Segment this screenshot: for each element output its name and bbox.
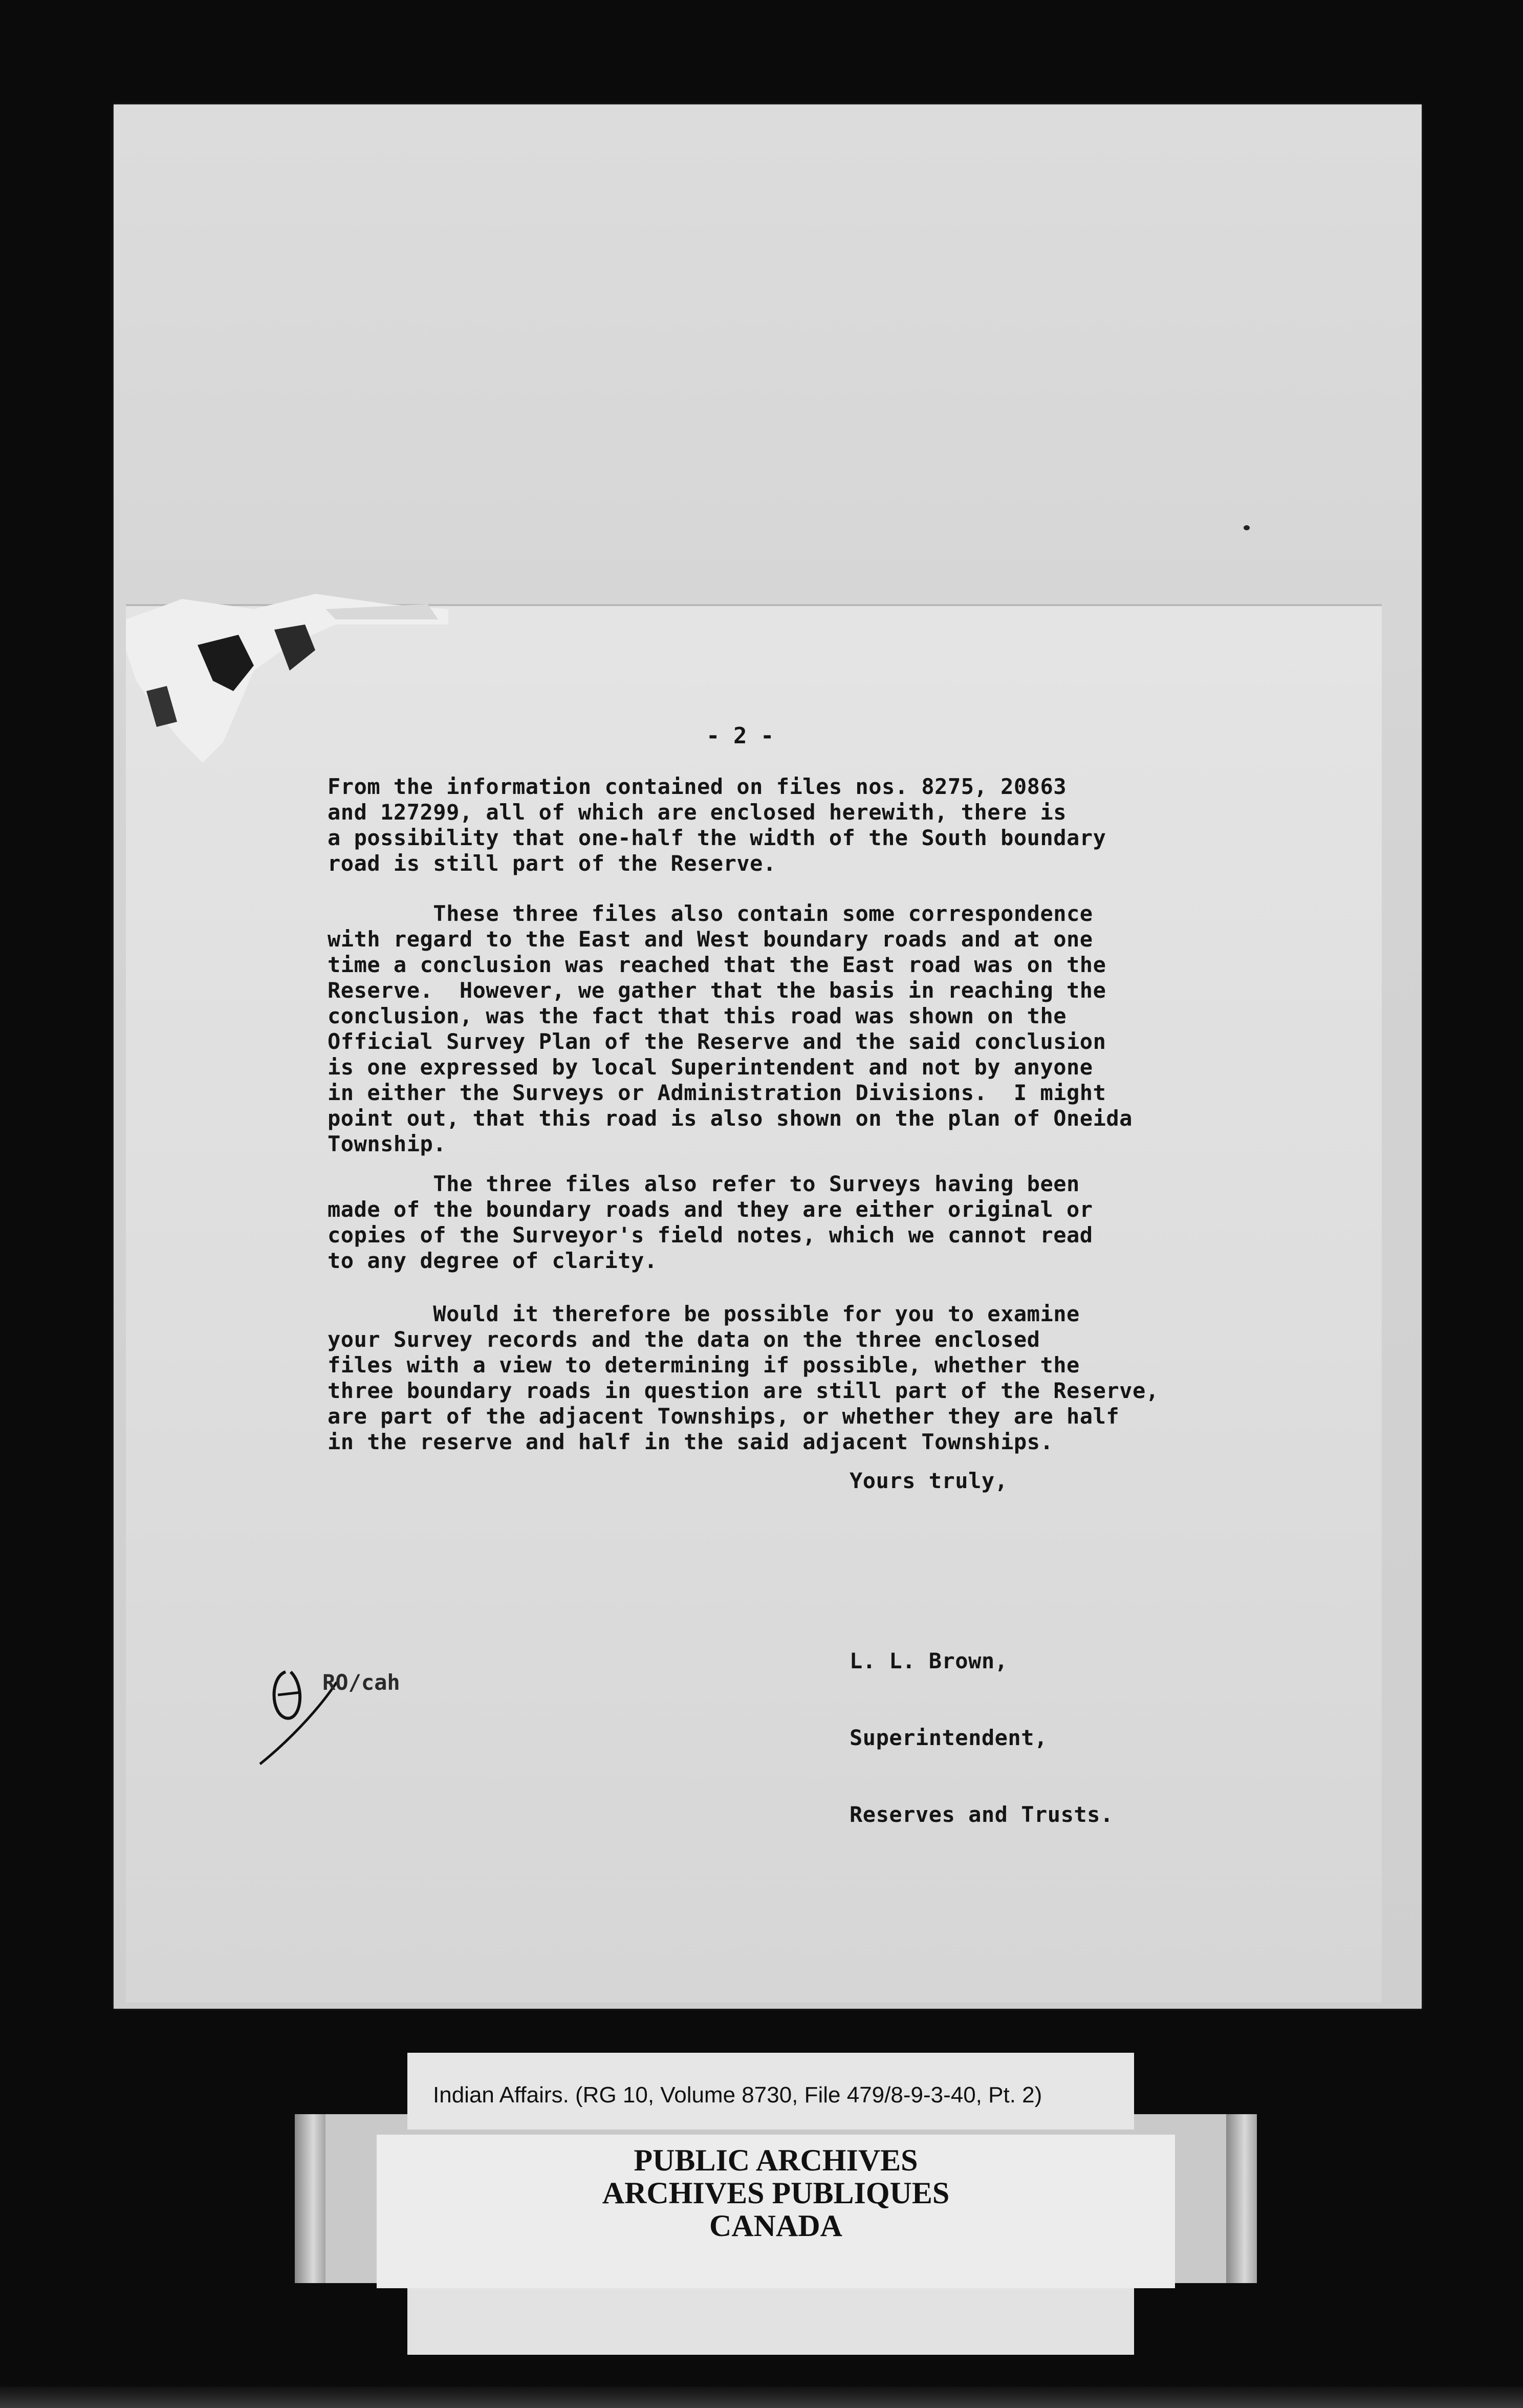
text-line: made of the boundary roads and they are either original or	[328, 1197, 1093, 1222]
signer-title: Superintendent,	[850, 1725, 1048, 1750]
closing: Yours truly,	[850, 1468, 1008, 1493]
text-line: in the reserve and half in the said adjacent Townships.	[328, 1429, 1054, 1454]
text-line: a possibility that one-half the width of the South boundary	[328, 825, 1106, 850]
torn-corner	[121, 589, 448, 763]
text-line: Would it therefore be possible for you to examine	[328, 1301, 1080, 1326]
text-line: time a conclusion was reached that the East road was on the	[328, 952, 1106, 977]
archive-label	[315, 2082, 1236, 2360]
text-line: is one expressed by local Superintendent and not by anyone	[328, 1055, 1093, 1080]
text-line: These three files also contain some correspondence	[328, 901, 1093, 926]
text-line: The three files also refer to Surveys having been	[328, 1171, 1080, 1196]
text-line: road is still part of the Reserve.	[328, 851, 776, 876]
text-line: copies of the Surveyor's field notes, which we cannot read	[328, 1222, 1093, 1248]
text-line: point out, that this road is also shown on the plan of Oneida	[328, 1106, 1133, 1131]
typist-initials: RO/cah	[322, 1670, 400, 1695]
paragraph-3	[328, 1171, 1300, 1274]
page-number: - 2 -	[706, 723, 774, 749]
archive-source-reference: Indian Affairs. (RG 10, Volume 8730, File 479/8-9-3-40, Pt. 2)	[433, 2082, 1042, 2108]
stamp-line: PUBLIC ARCHIVES	[634, 2143, 918, 2177]
text-line: with regard to the East and West boundary roads and at one	[328, 927, 1093, 952]
archive-stamp-panel	[377, 2135, 1175, 2288]
text-line: From the information contained on files nos. 8275, 20863	[328, 774, 1067, 799]
stamp-line: ARCHIVES PUBLIQUES	[602, 2176, 950, 2210]
signer-department: Reserves and Trusts.	[850, 1802, 1114, 1827]
text-line: Township.	[328, 1131, 447, 1156]
text-line: Official Survey Plan of the Reserve and the said conclusion	[328, 1029, 1106, 1054]
text-line: in either the Surveys or Administration Divisions. I might	[328, 1080, 1106, 1105]
text-line: to any degree of clarity.	[328, 1248, 658, 1273]
text-line: three boundary roads in question are still part of the Reserve,	[328, 1378, 1159, 1403]
dust-speck	[1244, 525, 1250, 530]
signer-name: L. L. Brown,	[850, 1648, 1008, 1673]
label-fold-left	[295, 2114, 325, 2283]
text-line: are part of the adjacent Townships, or whether they are half	[328, 1404, 1120, 1429]
signature-block	[850, 1597, 1114, 1879]
label-bottom-strip	[407, 2288, 1134, 2355]
paragraph-4	[328, 1301, 1300, 1455]
text-line: files with a view to determining if possible, whether the	[328, 1352, 1080, 1378]
archive-stamp	[377, 2144, 1175, 2242]
stamp-line: CANADA	[709, 2209, 842, 2243]
text-line: Reserve. However, we gather that the basis in reaching the	[328, 978, 1106, 1003]
text-line: conclusion, was the fact that this road was shown on the	[328, 1003, 1067, 1028]
text-line: and 127299, all of which are enclosed herewith, there is	[328, 800, 1067, 825]
film-edge	[0, 2386, 1523, 2408]
paragraph-2	[328, 901, 1300, 1157]
text-line: your Survey records and the data on the three enclosed	[328, 1327, 1040, 1352]
paragraph-1	[328, 774, 1300, 876]
label-fold-right	[1226, 2114, 1257, 2283]
